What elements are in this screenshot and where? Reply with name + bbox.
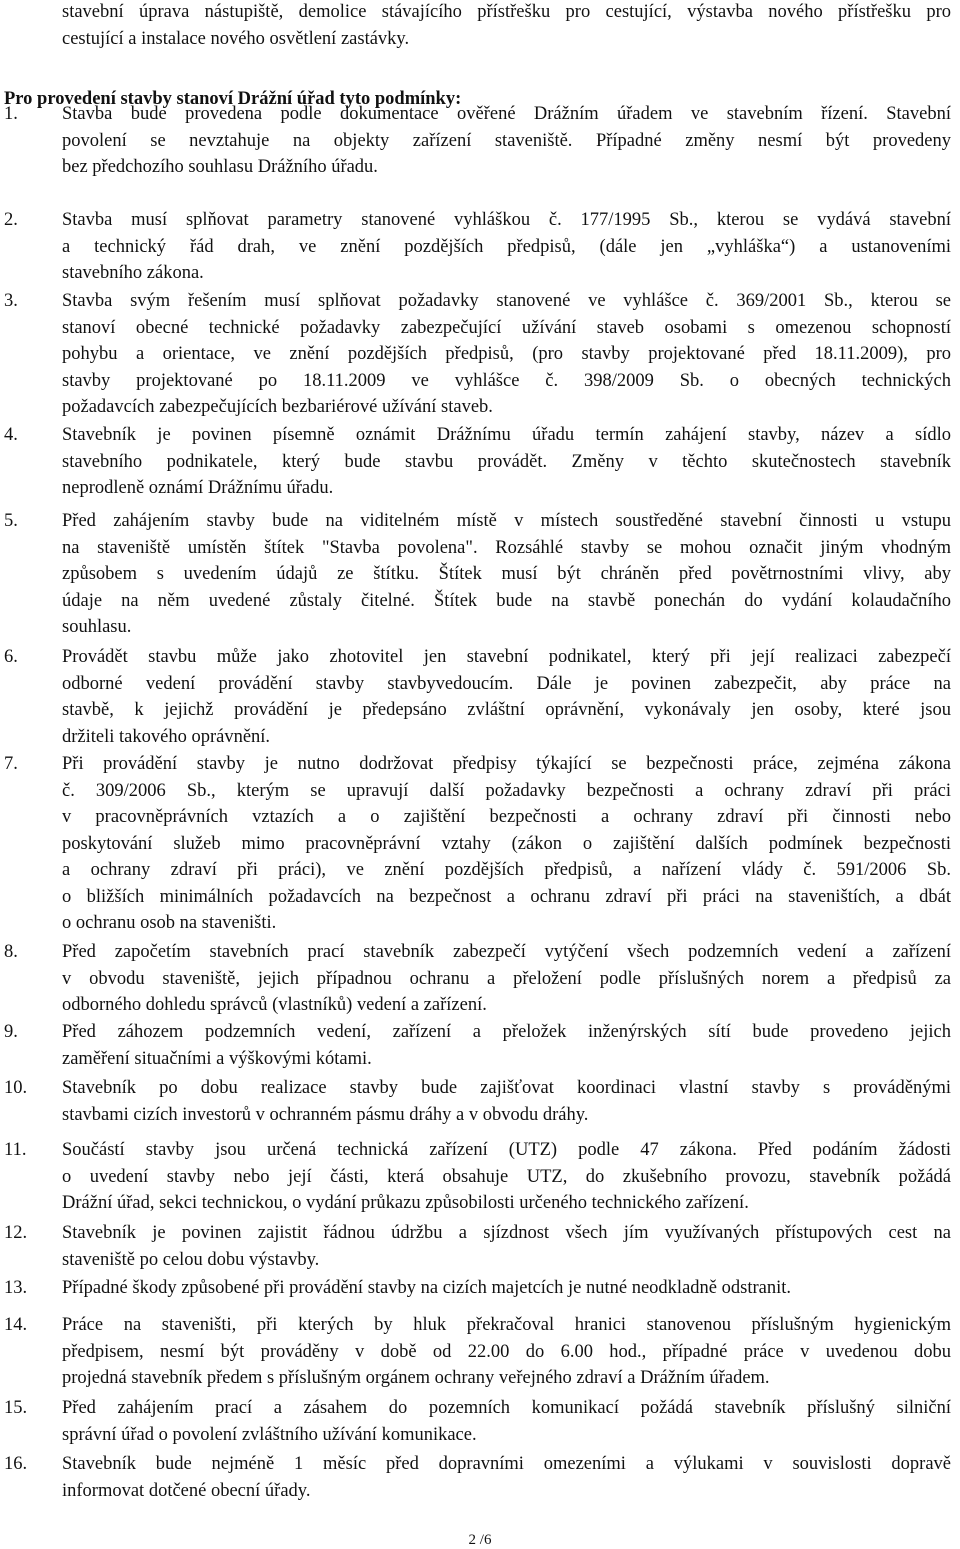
page-number: 2 /6 — [468, 1532, 492, 1548]
condition-text — [62, 1220, 951, 1273]
condition-text — [62, 1275, 951, 1302]
condition-text-line: neprodleně oznámí Drážnímu úřadu. — [62, 478, 334, 498]
condition-number: 4. — [4, 425, 18, 445]
condition-text — [62, 751, 951, 937]
condition-text-line: správní úřad o povolení zvláštního užívání komunikace. — [62, 1424, 477, 1445]
condition-text-line: Před započetím stavebních prací stavebník zabezpečí vytýčení všech podzemních vedení a zařízení — [62, 942, 951, 962]
condition-text-line: způsobem s uvedením údajů ze štítku. Štítek musí být chráněn před povětrnostními vlivy, aby — [62, 564, 951, 584]
intro-paragraph — [62, 0, 951, 52]
condition-text — [62, 644, 951, 750]
condition-text-line: poskytování služeb mimo pracovněprávní vztahy (zákon o zajištění dalších podmínek bezpečnosti — [62, 833, 951, 854]
condition-number: 9. — [4, 1022, 18, 1042]
condition-number: 8. — [4, 942, 18, 962]
condition-text — [62, 288, 951, 421]
condition-text-line: v obvodu staveniště, jejich případnou ochranu a přeložení podle příslušných norem a předpisů za — [62, 968, 951, 989]
condition-text-line: odborného dohledu správců (vlastníků) vedení a zařízení. — [62, 995, 487, 1015]
intro-line: stavební úprava nástupiště, demolice stávajícího přístřešku pro cestující, výstavba nového přístřešku pro — [62, 2, 951, 22]
condition-text-line: Při provádění stavby je nutno dodržovat předpisy týkající se bezpečnosti práce, zejména zákona — [62, 754, 951, 774]
condition-number: 11. — [4, 1140, 27, 1160]
condition-text-line: č. 309/2006 Sb., kterým se upravují další požadavky bezpečnosti a ochrany zdraví při práci — [62, 780, 951, 801]
condition-text-line: na staveniště umístěn štítek "Stavba povolena". Rozsáhlé stavby se mohou označit jiným vhodným — [62, 537, 951, 558]
condition-text-line: stavebního podnikatele, který bude stavbu provádět. Změny v těchto skutečnostech stavebník — [62, 451, 951, 472]
condition-text-line: stavebního zákona. — [62, 263, 204, 283]
condition-text — [62, 508, 951, 641]
condition-text-line: Před záhozem podzemních vedení, zařízení a přeložek inženýrských sítí bude provedeno jejich — [62, 1022, 951, 1042]
condition-text-line: údaje na něm uvedené zůstaly čitelné. Štítek bude na stavbě ponechán do vydání kolaudačního — [62, 590, 951, 611]
condition-text-line: v pracovněprávních vztazích a o zajištění bezpečnosti a ochrany zdraví při činnosti nebo — [62, 807, 951, 827]
condition-text — [62, 939, 951, 1019]
condition-text-line: Před zahájením stavby bude na viditelném místě v místech soustředěné stavební činnosti u vstupu — [62, 511, 951, 531]
condition-number: 2. — [4, 210, 18, 230]
condition-text-line: Stavebník je povinen zajistit řádnou údržbu a sjízdnost všech jím využívaných přístupových cest na — [62, 1223, 951, 1243]
condition-number: 16. — [4, 1454, 28, 1474]
condition-text — [62, 101, 951, 181]
condition-text-line: Provádět stavbu může jako zhotovitel jen stavební podnikatel, který při její realizaci zabezpečí — [62, 647, 951, 667]
condition-number: 1. — [4, 104, 18, 124]
condition-number: 12. — [4, 1223, 28, 1243]
condition-text-line: a ochrany zdraví při práci), ve znění pozdějších předpisů, a nařízení vlády č. 591/2006 Sb. — [62, 860, 951, 880]
condition-text-line: odborné vedení provádění stavby stavbyvedoucím. Dále je povinen zabezpečit, aby práce na — [62, 673, 951, 694]
condition-text-line: Stavebník je povinen písemně oznámit Drážnímu úřadu termín zahájení stavby, název a sídlo — [62, 425, 951, 445]
condition-text-line: stavbami cizích investorů v ochranném pásmu dráhy a v obvodu dráhy. — [62, 1104, 589, 1125]
condition-text-line: Součástí stavby jsou určená technická zařízení (UTZ) podle 47 zákona. Před podáním žádosti — [62, 1140, 951, 1160]
condition-text-line: povolení se nevztahuje na objekty zařízení staveniště. Případné změny nesmí být provedeny — [62, 130, 951, 151]
condition-text-line: požadavcích zabezpečujících bezbariérové užívání staveb. — [62, 397, 493, 417]
condition-text-line: Stavebník bude nejméně 1 měsíc před dopravními omezeními a výlukami v souvislosti dopravě — [62, 1454, 951, 1474]
condition-number: 7. — [4, 754, 18, 774]
condition-text-line: Stavba musí splňovat parametry stanovené vyhláškou č. 177/1995 Sb., kterou se vydává stavební — [62, 210, 951, 230]
intro-line: cestující a instalace nového osvětlení zastávky. — [62, 28, 410, 49]
condition-number: 5. — [4, 511, 18, 531]
condition-text — [62, 207, 951, 287]
condition-text — [62, 422, 951, 502]
condition-text-line: o ochranu osob na staveništi. — [62, 913, 277, 933]
condition-number: 6. — [4, 647, 18, 667]
condition-text-line: staveniště po celou dobu výstavby. — [62, 1249, 320, 1270]
condition-text-line: informovat dotčené obecní úřady. — [62, 1480, 311, 1501]
condition-text-line: zaměření situačními a výškovými kótami. — [62, 1048, 372, 1069]
condition-text-line: a technický řád drah, ve znění pozdějších předpisů, (dále jen „vyhláška“) a ustanoveními — [62, 236, 951, 257]
condition-text-line: stanoví obecné technické požadavky zabezpečující užívání staveb osobami s omezenou schopností — [62, 317, 951, 338]
condition-text-line: o bližších minimálních požadavcích na bezpečnost a ochranu zdraví při práci na staveništích, a dbát — [62, 886, 951, 907]
condition-text-line: stavby projektované po 18.11.2009 ve vyhlášce č. 398/2009 Sb. o obecných technických — [62, 370, 951, 391]
condition-text-line: držiteli takového oprávnění. — [62, 726, 271, 747]
condition-text — [62, 1395, 951, 1448]
condition-text-line: bez předchozího souhlasu Drážního úřadu. — [62, 157, 378, 177]
condition-text-line: souhlasu. — [62, 617, 132, 637]
condition-text-line: o uvedení stavby nebo její části, která obsahuje UTZ, do zkušebního provozu, stavebník požádá — [62, 1166, 951, 1187]
condition-text-line: Případné škody způsobené při provádění stavby na cizích majetcích je nutné neodkladně odstranit. — [62, 1278, 791, 1298]
condition-text — [62, 1075, 951, 1128]
condition-text-line: stavbě, k jejichž provádění je předepsáno zvláštní oprávnění, vykonávaly jen osoby, které jsou — [62, 700, 951, 720]
condition-text — [62, 1137, 951, 1217]
condition-text-line: předpisem, nesmí být prováděny v době od 22.00 do 6.00 hod., případné práce v uvedenou dobu — [62, 1341, 951, 1362]
condition-number: 3. — [4, 291, 18, 311]
conditions-heading: Pro provedení stavby stanoví Drážní úřad tyto podmínky: — [4, 89, 462, 109]
condition-text-line: Stavebník po dobu realizace stavby bude zajišťovat koordinaci vlastní stavby s prováděnými — [62, 1078, 951, 1098]
condition-number: 14. — [4, 1315, 28, 1335]
condition-text-line: Práce na staveništi, při kterých by hluk překračoval hranici stanovenou příslušným hygienickým — [62, 1315, 951, 1335]
condition-number: 10. — [4, 1078, 28, 1098]
condition-text-line: projedná stavebník předem s příslušným orgánem ochrany veřejného zdraví a Drážním úřadem. — [62, 1368, 770, 1388]
condition-text-line: Stavba bude provedena podle dokumentace ověřené Drážním úřadem ve stavebním řízení. Stavební — [62, 104, 951, 124]
condition-text — [62, 1451, 951, 1504]
condition-number: 15. — [4, 1398, 28, 1418]
condition-text-line: Před zahájením prací a zásahem do pozemních komunikací požádá stavebník příslušný silniční — [62, 1398, 951, 1418]
condition-text — [62, 1312, 951, 1392]
condition-text-line: pohybu a orientace, ve znění pozdějších předpisů, (pro stavby projektované před 18.11.2009), pro — [62, 344, 951, 364]
condition-text-line: Stavba svým řešením musí splňovat požadavky stanovené ve vyhlášce č. 369/2001 Sb., kterou se — [62, 291, 951, 311]
condition-number: 13. — [4, 1278, 28, 1298]
condition-text-line: Drážní úřad, sekci technickou, o vydání průkazu způsobilosti určeného technického zařízení. — [62, 1193, 749, 1213]
condition-text — [62, 1019, 951, 1072]
